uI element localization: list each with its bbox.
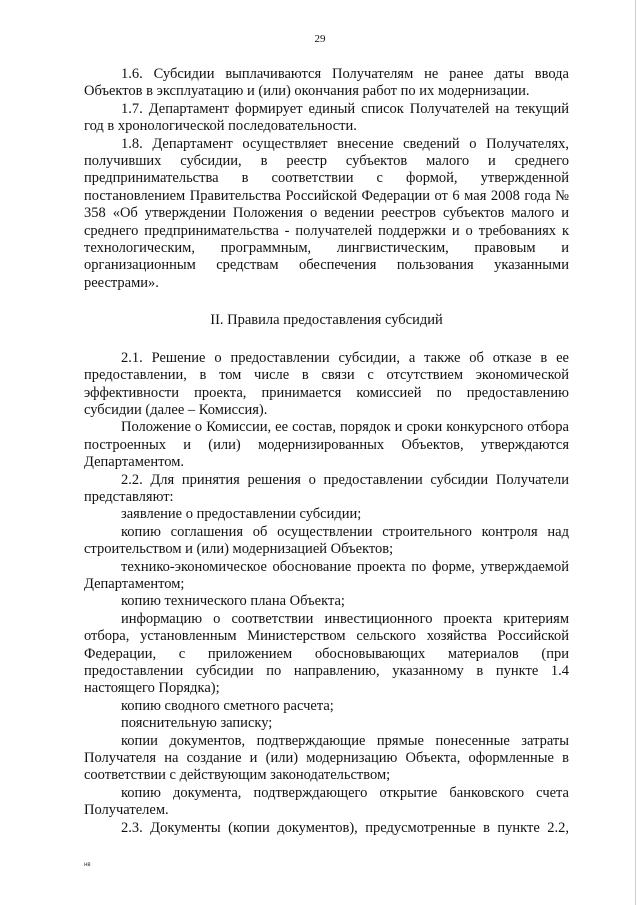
list-item-control-agreement: копию соглашения об осуществлении строительного контроля над строительством и (или) модернизацией Объектов; bbox=[84, 523, 569, 558]
list-item-technical-plan: копию технического плана Объекта; bbox=[121, 593, 345, 610]
footer-mark: нв bbox=[84, 862, 91, 868]
paragraph-1-6: 1.6. Субсидии выплачиваются Получателям не ранее даты ввода Объектов в эксплуатацию и (или) окончания работ по их модернизации. bbox=[84, 66, 569, 100]
list-item-estimate: копию сводного сметного расчета; bbox=[121, 697, 334, 714]
list-item-bank-account: копию документа, подтверждающего открытие банковского счета Получателем. bbox=[84, 784, 569, 819]
list-item-explanatory-note: пояснительную записку; bbox=[121, 715, 273, 732]
paragraph-1-8: 1.8. Департамент осуществляет внесение сведений о Получателях, получивших субсидии, в реестр субъектов малого и среднего предпринимательства в соответствии с формой, утвержденной постановлением Правительства Российской Федерации от 6 мая 2008 года № 358 «Об утверждении Положения о ведении реестров субъектов малого и среднего предпринимательства - получателей поддержки и о требованиях к технологическим, программным, лингвистическим, правовым и организационным средствам обеспечения пользования указанными реестрами». bbox=[84, 135, 569, 291]
list-item-feasibility: технико-экономическое обоснование проекта по форме, утверждаемой Департаментом; bbox=[84, 558, 569, 592]
scan-edge bbox=[635, 0, 636, 905]
list-item-application: заявление о предоставлении субсидии; bbox=[121, 506, 362, 523]
paragraph-1-7: 1.7. Департамент формирует единый список Получателей на текущий год в хронологической последовательности. bbox=[84, 100, 569, 135]
list-item-criteria-info: информацию о соответствии инвестиционного проекта критериям отбора, установленным Министерством сельского хозяйства Российской Федерации, с приложением обосновывающих материалов (при предоставлении субсидии по направлению, указанному в пункте 1.4 настоящего Порядка); bbox=[84, 610, 569, 697]
page-number: 29 bbox=[314, 33, 326, 45]
document-body bbox=[84, 66, 569, 837]
list-item-cost-documents: копии документов, подтверждающие прямые понесенные затраты Получателя на создание и (или) модернизацию Объекта, оформленные в соответствии с действующим законодательством; bbox=[84, 732, 569, 784]
section-heading: II. Правила предоставления субсидий bbox=[210, 312, 443, 329]
paragraph-2-2: 2.2. Для принятия решения о предоставлении субсидии Получатели представляют: bbox=[84, 471, 569, 505]
paragraph-2-1: 2.1. Решение о предоставлении субсидии, а также об отказе в ее предоставлении, в том числе в связи с отсутствием экономической эффективности проекта, принимается комиссией по предоставлению субсидии (далее – Комиссия). bbox=[84, 349, 569, 418]
paragraph-2-3: 2.3. Документы (копии документов), предусмотренные в пункте 2.2, bbox=[121, 819, 569, 836]
paragraph-commission: Положение о Комиссии, ее состав, порядок и сроки конкурсного отбора построенных и (или) модернизированных Объектов, утверждаются Департаментом. bbox=[84, 419, 569, 471]
